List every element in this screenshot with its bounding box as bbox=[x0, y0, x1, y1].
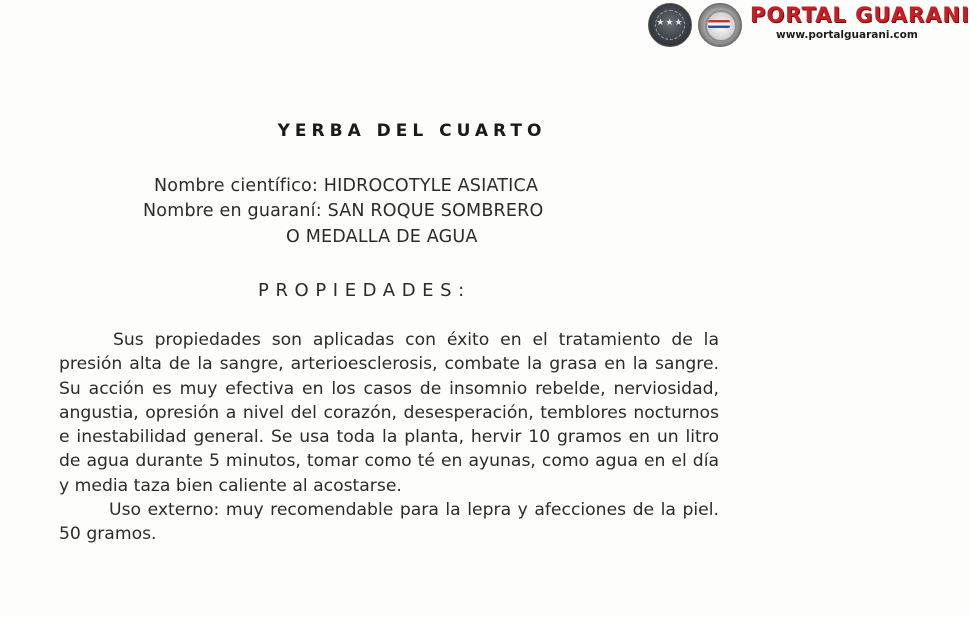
paragraph-external-use: Uso externo: muy recomendable para la lepra y afecciones de la piel. 50 gramos. bbox=[59, 500, 719, 545]
document-title: YERBA DEL CUARTO bbox=[277, 121, 547, 141]
document-body bbox=[59, 328, 719, 547]
paragraph-properties: Sus propiedades son aplicadas con éxito en el tratamiento de la presión alta de la sangre, arterioesclerosis, combate la grasa en la sangre. Su acción es muy efectiva en los casos de insomnio rebelde, nerviosidad, angustia, opresión a nivel del corazón, desesperación, temblores nocturnos e inestabilidad general. Se usa toda la planta, hervir 10 gramos en un litro de agua durante 5 minutos, tomar como té en ayunas, como agua en el día y media taza bien caliente al acostarse. bbox=[59, 330, 719, 496]
seal-emblem-icon: ★★★ bbox=[648, 3, 692, 47]
watermark-header bbox=[480, 0, 970, 50]
guarani-name-line1: Nombre en guaraní: SAN ROQUE SOMBRERO bbox=[143, 201, 544, 221]
brand-name: PORTAL GUARANI bbox=[750, 3, 970, 27]
flag-seal-icon bbox=[698, 3, 742, 47]
section-heading: PROPIEDADES: bbox=[258, 280, 471, 301]
guarani-name-line2: O MEDALLA DE AGUA bbox=[286, 227, 478, 247]
scientific-name: Nombre científico: HIDROCOTYLE ASIATICA bbox=[154, 176, 539, 196]
brand-url: www.portalguarani.com bbox=[776, 29, 918, 41]
